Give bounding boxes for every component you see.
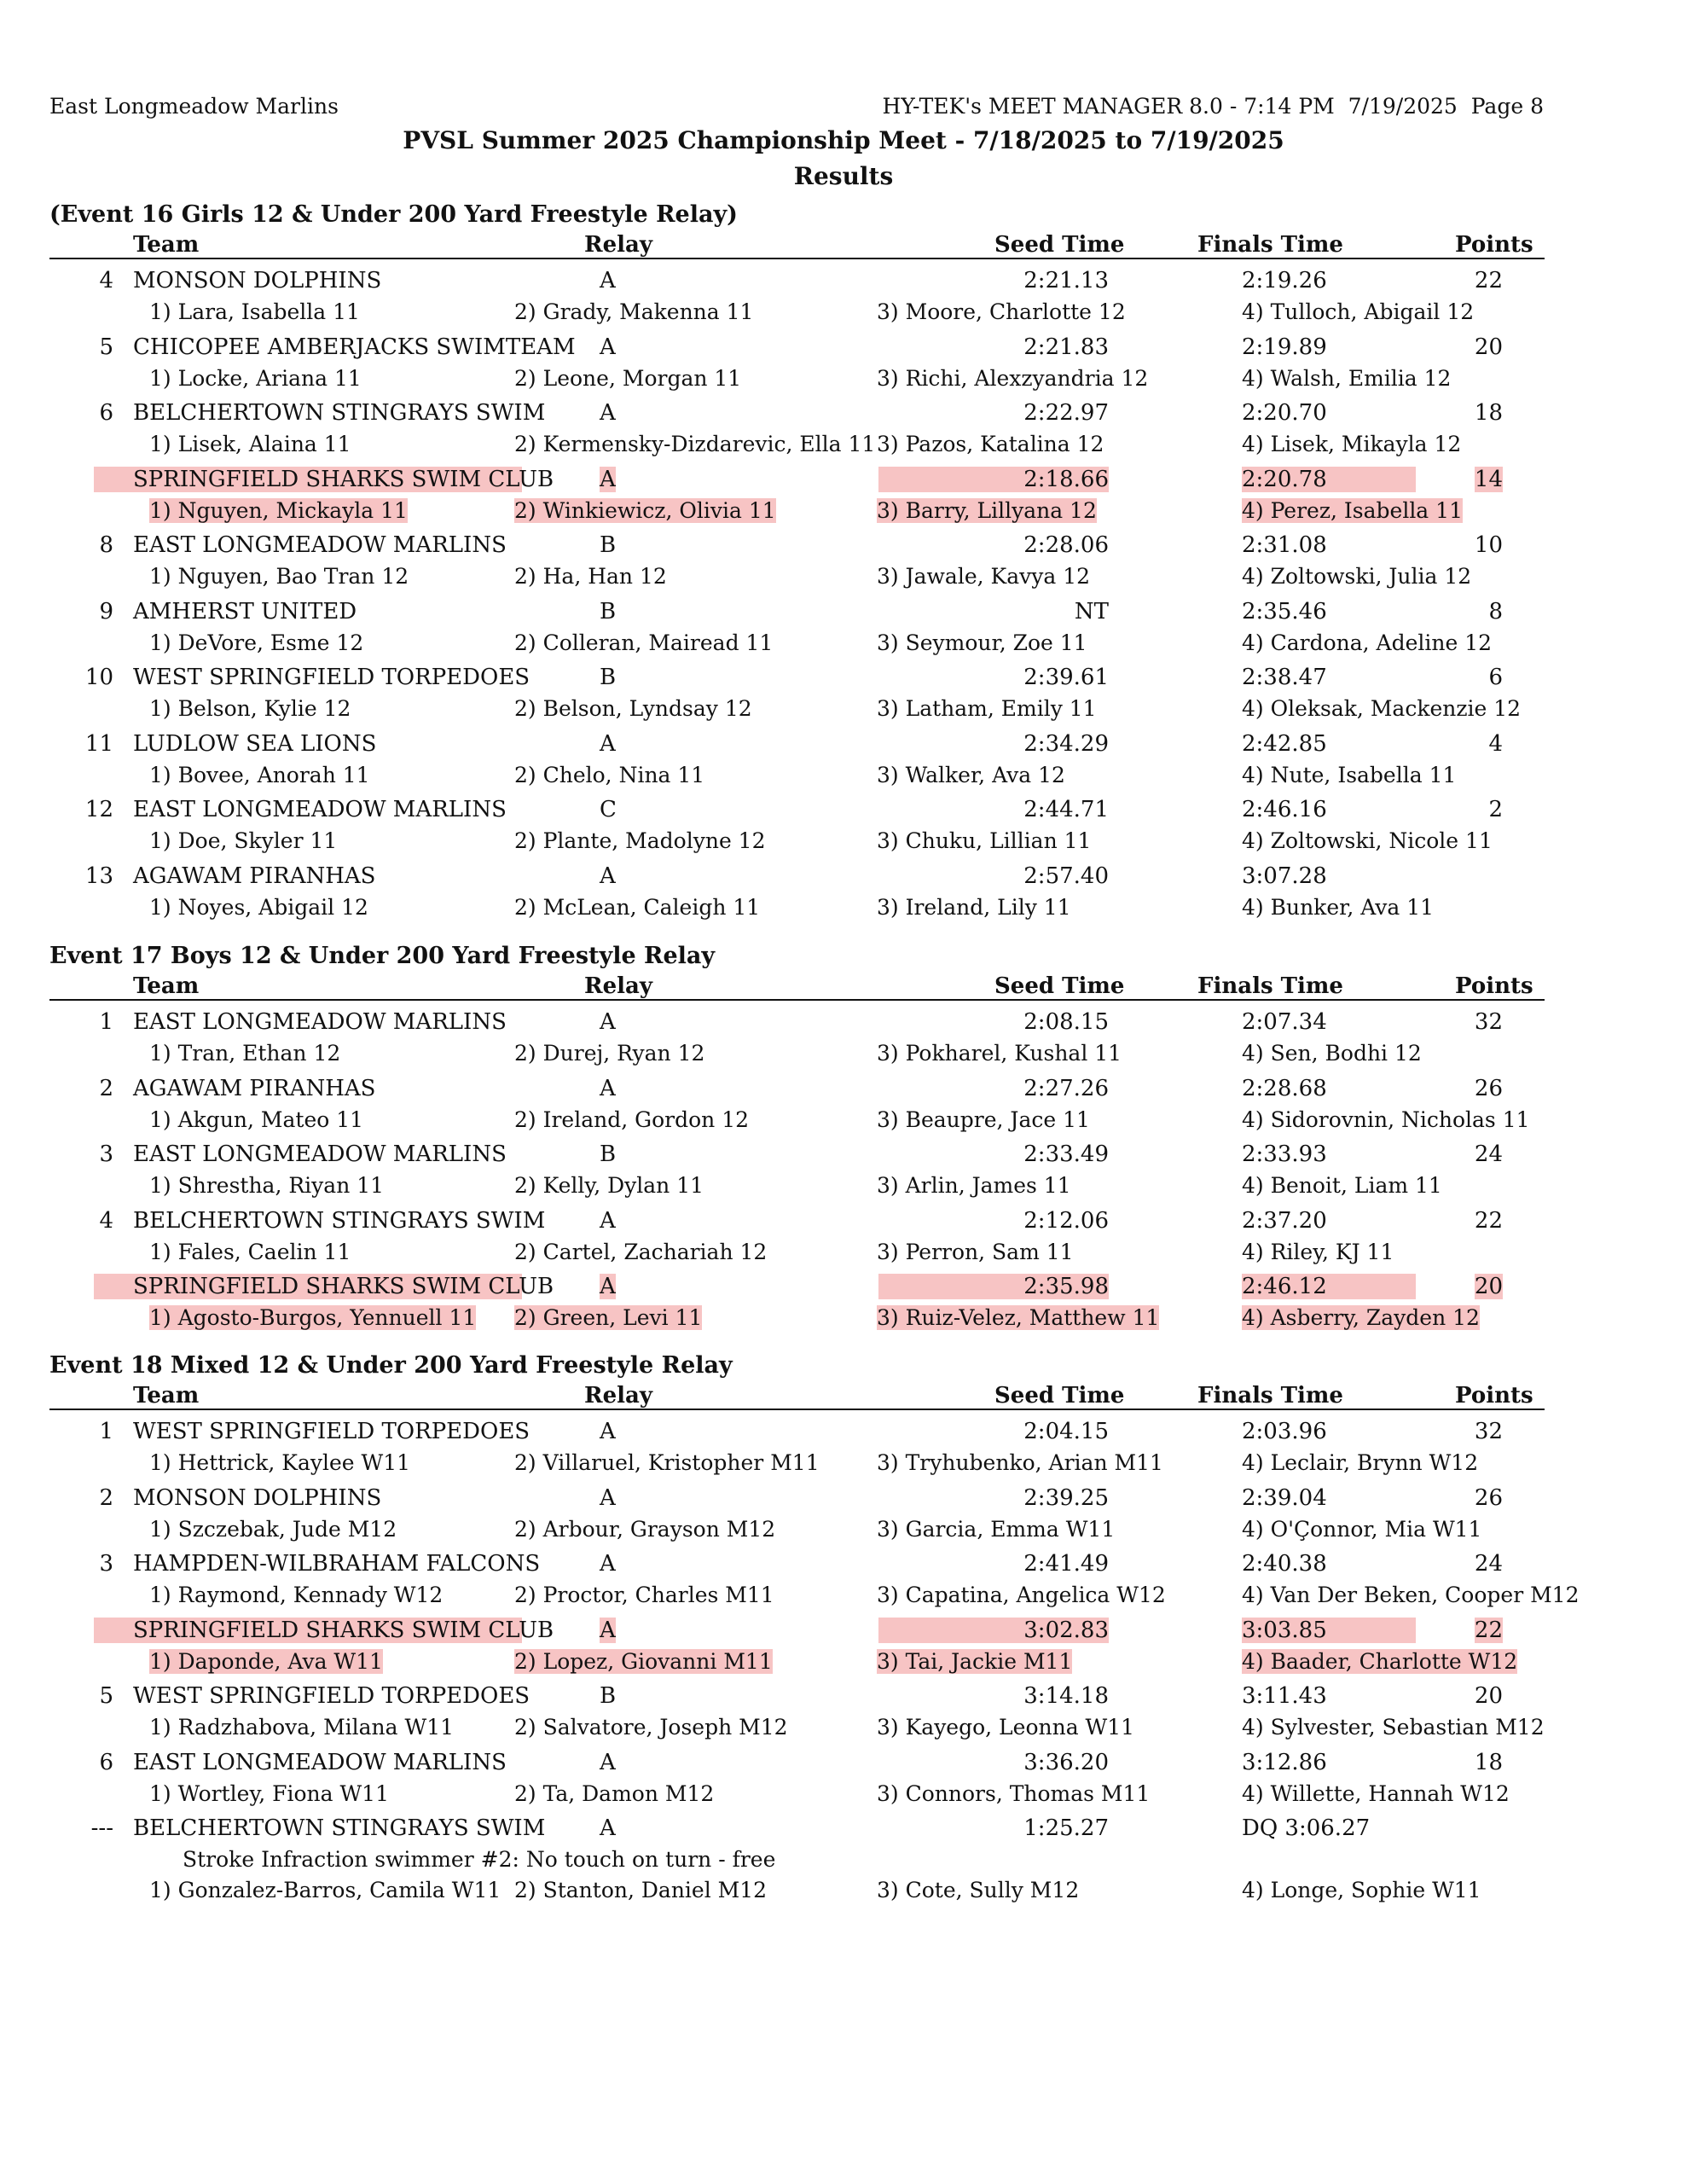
swimmer-4: 4) Perez, Isabella 11: [1242, 497, 1463, 523]
team-name: HAMPDEN-WILBRAHAM FALCONS: [133, 1551, 541, 1577]
seed-time: 2:35.98: [878, 1274, 1109, 1299]
place: 11: [84, 730, 113, 757]
swimmer-1: 1) Bovee, Anorah 11: [149, 762, 370, 787]
relay-letter: A: [600, 400, 616, 426]
team-name: WEST SPRINGFIELD TORPEDOES: [133, 665, 530, 690]
place: 9: [99, 598, 113, 624]
finals-time: 2:19.89: [1242, 334, 1327, 360]
swimmer-2: 2) Kelly, Dylan 11: [514, 1173, 704, 1198]
finals-time: DQ 3:06.27: [1242, 1815, 1371, 1841]
relay-letter: A: [600, 1551, 616, 1577]
seed-time: 2:22.97: [1023, 400, 1109, 426]
points: 10: [1474, 532, 1503, 558]
swimmer-1: 1) Hettrick, Kaylee W11: [149, 1450, 411, 1475]
swimmer-2: 2) Ta, Damon M12: [514, 1780, 715, 1806]
team-name: AMHERST UNITED: [133, 598, 357, 624]
swimmer-2: 2) Durej, Ryan 12: [514, 1041, 705, 1066]
col-seed: Seed Time: [994, 232, 1125, 258]
relay-letter: B: [600, 1141, 617, 1167]
finals-time: 2:38.47: [1242, 665, 1327, 690]
relay-letter: A: [600, 466, 616, 492]
points: 24: [1474, 1141, 1503, 1167]
points: 8: [1488, 598, 1503, 624]
place: 2: [99, 1484, 113, 1511]
points: 22: [1474, 1617, 1503, 1643]
swimmer-2: 2) McLean, Caleigh 11: [514, 894, 761, 920]
swimmer-1: 1) Wortley, Fiona W11: [149, 1780, 389, 1806]
swimmer-1: 1) Daponde, Ava W11: [149, 1648, 383, 1674]
swimmer-3: 3) Capatina, Angelica W12: [877, 1583, 1166, 1607]
points: 24: [1474, 1551, 1503, 1577]
place: 5: [99, 334, 113, 360]
swimmer-1: 1) Noyes, Abigail 12: [149, 894, 368, 920]
points: 18: [1474, 400, 1503, 426]
col-relay: Relay: [584, 1383, 652, 1409]
team-name: LUDLOW SEA LIONS: [133, 730, 377, 757]
dq-note: Stroke Infraction swimmer #2: No touch on turn - free: [183, 1847, 776, 1872]
finals-time: 2:31.08: [1242, 532, 1327, 558]
team-name: EAST LONGMEADOW MARLINS: [133, 1141, 507, 1167]
swimmer-4: 4) Tulloch, Abigail 12: [1242, 299, 1475, 324]
finals-time: 2:20.78: [1242, 467, 1416, 492]
swimmer-3: 3) Ireland, Lily 11: [877, 894, 1071, 920]
relay-letter: B: [600, 532, 617, 558]
header-right: HY-TEK's MEET MANAGER 8.0 - 7:14 PM 7/19/2025 Page 8: [882, 94, 1544, 119]
place: 3: [99, 1551, 113, 1577]
swimmer-1: 1) Akgun, Mateo 11: [149, 1107, 364, 1132]
team-name: WEST SPRINGFIELD TORPEDOES: [133, 1683, 530, 1709]
swimmer-1: 1) Nguyen, Mickayla 11: [149, 497, 408, 523]
seed-time: 1:25.27: [1023, 1815, 1109, 1841]
team-name: EAST LONGMEADOW MARLINS: [133, 1749, 507, 1775]
col-team: Team: [133, 973, 200, 999]
finals-time: 2:35.46: [1242, 598, 1327, 624]
seed-time: 3:36.20: [1023, 1749, 1109, 1775]
finals-time: 2:39.04: [1242, 1484, 1327, 1511]
swimmer-1: 1) Belson, Kylie 12: [149, 696, 351, 721]
swimmer-3: 3) Pazos, Katalina 12: [877, 432, 1104, 456]
swimmer-3: 3) Barry, Lillyana 12: [877, 497, 1097, 523]
place: 1: [99, 1419, 113, 1444]
seed-time: 2:33.49: [1023, 1141, 1109, 1167]
swimmer-2: 2) Belson, Lyndsay 12: [514, 696, 752, 721]
swimmer-4: 4) Cardona, Adeline 12: [1242, 630, 1493, 655]
relay-letter: A: [600, 334, 616, 360]
swimmer-4: 4) Baader, Charlotte W12: [1242, 1648, 1518, 1674]
seed-time: 2:28.06: [1023, 532, 1109, 558]
relay-letter: A: [600, 1207, 616, 1234]
col-team: Team: [133, 1383, 200, 1409]
swimmer-2: 2) Proctor, Charles M11: [514, 1583, 774, 1607]
seed-time: NT: [1074, 598, 1109, 624]
seed-time: 3:14.18: [1023, 1683, 1109, 1709]
column-header: [49, 975, 1545, 1001]
swimmer-3: 3) Walker, Ava 12: [877, 762, 1065, 787]
finals-time: 3:03.85: [1242, 1618, 1416, 1643]
relay-letter: A: [600, 1617, 616, 1643]
column-header: [49, 1385, 1545, 1410]
finals-time: 2:40.38: [1242, 1551, 1327, 1577]
team-name: MONSON DOLPHINS: [133, 1484, 382, 1511]
swimmer-1: 1) Raymond, Kennady W12: [149, 1583, 443, 1607]
swimmer-2: 2) Kermensky-Dizdarevic, Ella 11: [514, 432, 876, 456]
page-subtitle: Results: [793, 162, 894, 190]
swimmer-1: 1) Radzhabova, Milana W11: [149, 1715, 455, 1740]
swimmer-3: 3) Perron, Sam 11: [877, 1239, 1074, 1264]
relay-letter: A: [600, 730, 616, 757]
seed-time: 2:44.71: [1023, 797, 1109, 822]
swimmer-3: 3) Moore, Charlotte 12: [877, 299, 1126, 324]
points: 26: [1474, 1075, 1503, 1101]
finals-time: 2:37.20: [1242, 1207, 1327, 1234]
relay-letter: A: [600, 1484, 616, 1511]
swimmer-3: 3) Pokharel, Kushal 11: [877, 1041, 1122, 1066]
finals-time: 2:46.16: [1242, 797, 1327, 822]
points: 14: [1474, 466, 1503, 492]
place: 1: [99, 1009, 113, 1035]
seed-time: 2:39.25: [1023, 1484, 1109, 1511]
swimmer-3: 3) Arlin, James 11: [877, 1173, 1071, 1198]
relay-letter: C: [600, 797, 617, 822]
swimmer-4: 4) Zoltowski, Nicole 11: [1242, 828, 1493, 853]
swimmer-3: 3) Tryhubenko, Arian M11: [877, 1450, 1163, 1475]
swimmer-2: 2) Colleran, Mairead 11: [514, 630, 774, 655]
column-header: [49, 234, 1545, 259]
seed-time: 2:04.15: [1023, 1419, 1109, 1444]
finals-time: 2:07.34: [1242, 1009, 1327, 1035]
swimmer-4: 4) Leclair, Brynn W12: [1242, 1450, 1479, 1475]
swimmer-1: 1) Gonzalez-Barros, Camila W11: [149, 1878, 501, 1902]
place: 10: [84, 665, 113, 690]
swimmer-2: 2) Cartel, Zachariah 12: [514, 1239, 768, 1264]
event-title: Event 17 Boys 12 & Under 200 Yard Freestyle Relay: [49, 943, 716, 969]
finals-time: 2:28.68: [1242, 1075, 1327, 1101]
relay-letter: A: [600, 1274, 616, 1299]
swimmer-1: 1) Agosto-Burgos, Yennuell 11: [149, 1305, 477, 1330]
col-seed: Seed Time: [994, 973, 1125, 999]
place: 6: [99, 1749, 113, 1775]
col-points: Points: [1455, 1383, 1533, 1409]
relay-letter: A: [600, 1749, 616, 1775]
relay-letter: A: [600, 1075, 616, 1101]
swimmer-2: 2) Winkiewicz, Olivia 11: [514, 497, 776, 523]
seed-time: 2:41.49: [1023, 1551, 1109, 1577]
relay-letter: A: [600, 268, 616, 293]
finals-time: 3:12.86: [1242, 1749, 1327, 1775]
swimmer-3: 3) Seymour, Zoe 11: [877, 630, 1087, 655]
points: 18: [1474, 1749, 1503, 1775]
swimmer-2: 2) Leone, Morgan 11: [514, 365, 742, 391]
swimmer-2: 2) Ireland, Gordon 12: [514, 1107, 750, 1132]
swimmer-4: 4) Longe, Sophie W11: [1242, 1878, 1481, 1902]
place: 4: [99, 268, 113, 293]
points: 20: [1474, 334, 1503, 360]
relay-letter: B: [600, 1683, 617, 1709]
points: 32: [1474, 1009, 1503, 1035]
swimmer-1: 1) Szczebak, Jude M12: [149, 1516, 397, 1542]
seed-time: 2:34.29: [1023, 730, 1109, 757]
swimmer-4: 4) Sidorovnin, Nicholas 11: [1242, 1107, 1530, 1132]
relay-letter: A: [600, 1815, 616, 1841]
swimmer-3: 3) Beaupre, Jace 11: [877, 1107, 1090, 1132]
swimmer-1: 1) Nguyen, Bao Tran 12: [149, 564, 409, 589]
swimmer-3: 3) Richi, Alexzyandria 12: [877, 365, 1149, 391]
seed-time: 3:02.83: [878, 1618, 1109, 1643]
finals-time: 2:42.85: [1242, 730, 1327, 757]
finals-time: 3:11.43: [1242, 1683, 1327, 1709]
swimmer-2: 2) Green, Levi 11: [514, 1305, 703, 1330]
swimmer-4: 4) Oleksak, Mackenzie 12: [1242, 696, 1522, 721]
swimmer-4: 4) Benoit, Liam 11: [1242, 1173, 1442, 1198]
points: 22: [1474, 1207, 1503, 1234]
swimmer-3: 3) Jawale, Kavya 12: [877, 564, 1091, 589]
finals-time: 2:33.93: [1242, 1141, 1327, 1167]
finals-time: 2:20.70: [1242, 400, 1327, 426]
swimmer-2: 2) Villaruel, Kristopher M11: [514, 1450, 820, 1475]
finals-time: 3:07.28: [1242, 863, 1327, 889]
points: 32: [1474, 1419, 1503, 1444]
swimmer-1: 1) Lara, Isabella 11: [149, 299, 360, 324]
swimmer-1: 1) Fales, Caelin 11: [149, 1239, 351, 1264]
swimmer-3: 3) Cote, Sully M12: [877, 1878, 1080, 1902]
team-name: BELCHERTOWN STINGRAYS SWIM: [133, 1815, 546, 1841]
relay-letter: A: [600, 1419, 616, 1444]
swimmer-4: 4) Riley, KJ 11: [1242, 1239, 1394, 1264]
team-name: BELCHERTOWN STINGRAYS SWIM: [133, 400, 546, 426]
swimmer-4: 4) Asberry, Zayden 12: [1242, 1305, 1480, 1330]
swimmer-2: 2) Arbour, Grayson M12: [514, 1516, 776, 1542]
swimmer-1: 1) Shrestha, Riyan 11: [149, 1173, 385, 1198]
team-name: EAST LONGMEADOW MARLINS: [133, 1009, 507, 1035]
seed-time: 2:21.83: [1023, 334, 1109, 360]
col-relay: Relay: [584, 232, 652, 258]
swimmer-3: 3) Connors, Thomas M11: [877, 1780, 1151, 1806]
swimmer-4: 4) Nute, Isabella 11: [1242, 762, 1457, 787]
swimmer-1: 1) Lisek, Alaina 11: [149, 432, 351, 456]
swimmer-2: 2) Salvatore, Joseph M12: [514, 1715, 788, 1740]
points: 20: [1474, 1683, 1503, 1709]
swimmer-3: 3) Kayego, Leonna W11: [877, 1715, 1135, 1740]
team-name: BELCHERTOWN STINGRAYS SWIM: [133, 1207, 546, 1234]
col-seed: Seed Time: [994, 1383, 1125, 1409]
team-name: CHICOPEE AMBERJACKS SWIMTEAM: [133, 334, 576, 360]
col-team: Team: [133, 232, 200, 258]
team-name: SPRINGFIELD SHARKS SWIM CLUB: [99, 1274, 522, 1299]
finals-time: 2:03.96: [1242, 1419, 1327, 1444]
swimmer-4: 4) Lisek, Mikayla 12: [1242, 432, 1462, 456]
col-finals: Finals Time: [1197, 973, 1343, 999]
seed-time: 2:39.61: [1023, 665, 1109, 690]
swimmer-3: 3) Tai, Jackie M11: [877, 1648, 1073, 1674]
points: 20: [1474, 1274, 1503, 1299]
swimmer-1: 1) Doe, Skyler 11: [149, 828, 338, 853]
swimmer-4: 4) Bunker, Ava 11: [1242, 894, 1435, 920]
place: 4: [99, 1207, 113, 1234]
points: 4: [1488, 730, 1503, 757]
points: 2: [1488, 797, 1503, 822]
col-finals: Finals Time: [1197, 1383, 1343, 1409]
points: 26: [1474, 1484, 1503, 1511]
team-name: SPRINGFIELD SHARKS SWIM CLUB: [99, 467, 522, 492]
swimmer-2: 2) Ha, Han 12: [514, 564, 667, 589]
seed-time: 2:21.13: [1023, 268, 1109, 293]
seed-time: 2:12.06: [1023, 1207, 1109, 1234]
seed-time: 2:27.26: [1023, 1075, 1109, 1101]
place: 2: [99, 1075, 113, 1101]
event-title: (Event 16 Girls 12 & Under 200 Yard Freestyle Relay): [49, 201, 738, 228]
swimmer-4: 4) Willette, Hannah W12: [1242, 1780, 1510, 1806]
seed-time: 2:57.40: [1023, 863, 1109, 889]
col-relay: Relay: [584, 973, 652, 999]
relay-letter: A: [600, 1009, 616, 1035]
swimmer-4: 4) Van Der Beken, Cooper M12: [1242, 1583, 1580, 1607]
place: 3: [99, 1141, 113, 1167]
place: ---: [90, 1815, 113, 1841]
finals-time: 2:46.12: [1242, 1274, 1416, 1299]
place: 5: [99, 1683, 113, 1709]
team-name: MONSON DOLPHINS: [133, 268, 382, 293]
swimmer-3: 3) Garcia, Emma W11: [877, 1516, 1116, 1542]
place: 13: [84, 863, 113, 889]
swimmer-1: 1) DeVore, Esme 12: [149, 630, 364, 655]
page-title: PVSL Summer 2025 Championship Meet - 7/18/2025 to 7/19/2025: [403, 126, 1284, 154]
team-name: SPRINGFIELD SHARKS SWIM CLUB: [99, 1618, 522, 1643]
relay-letter: B: [600, 665, 617, 690]
team-name: EAST LONGMEADOW MARLINS: [133, 797, 507, 822]
swimmer-3: 3) Ruiz-Velez, Matthew 11: [877, 1305, 1160, 1330]
finals-time: 2:19.26: [1242, 268, 1327, 293]
header-left: East Longmeadow Marlins: [49, 94, 339, 119]
relay-letter: B: [600, 598, 617, 624]
seed-time: 2:18.66: [878, 467, 1109, 492]
swimmer-3: 3) Chuku, Lillian 11: [877, 828, 1092, 853]
place: 6: [99, 400, 113, 426]
team-name: AGAWAM PIRANHAS: [133, 1075, 376, 1101]
swimmer-4: 4) Sen, Bodhi 12: [1242, 1041, 1422, 1066]
swimmer-4: 4) Walsh, Emilia 12: [1242, 365, 1452, 391]
swimmer-1: 1) Locke, Ariana 11: [149, 365, 362, 391]
swimmer-4: 4) Zoltowski, Julia 12: [1242, 564, 1472, 589]
swimmer-2: 2) Stanton, Daniel M12: [514, 1878, 768, 1902]
swimmer-3: 3) Latham, Emily 11: [877, 696, 1097, 721]
swimmer-1: 1) Tran, Ethan 12: [149, 1041, 341, 1066]
place: 12: [84, 797, 113, 822]
event-title: Event 18 Mixed 12 & Under 200 Yard Freestyle Relay: [49, 1352, 733, 1379]
points: 22: [1474, 268, 1503, 293]
swimmer-4: 4) Sylvester, Sebastian M12: [1242, 1715, 1545, 1740]
team-name: WEST SPRINGFIELD TORPEDOES: [133, 1419, 530, 1444]
col-points: Points: [1455, 232, 1533, 258]
team-name: EAST LONGMEADOW MARLINS: [133, 532, 507, 558]
relay-letter: A: [600, 863, 616, 889]
swimmer-2: 2) Chelo, Nina 11: [514, 762, 705, 787]
points: 6: [1488, 665, 1503, 690]
col-points: Points: [1455, 973, 1533, 999]
swimmer-4: 4) O'Çonnor, Mia W11: [1242, 1516, 1482, 1542]
place: 8: [99, 532, 113, 558]
swimmer-2: 2) Plante, Madolyne 12: [514, 828, 766, 853]
team-name: AGAWAM PIRANHAS: [133, 863, 376, 889]
swimmer-2: 2) Lopez, Giovanni M11: [514, 1648, 773, 1674]
col-finals: Finals Time: [1197, 232, 1343, 258]
swimmer-2: 2) Grady, Makenna 11: [514, 299, 754, 324]
seed-time: 2:08.15: [1023, 1009, 1109, 1035]
